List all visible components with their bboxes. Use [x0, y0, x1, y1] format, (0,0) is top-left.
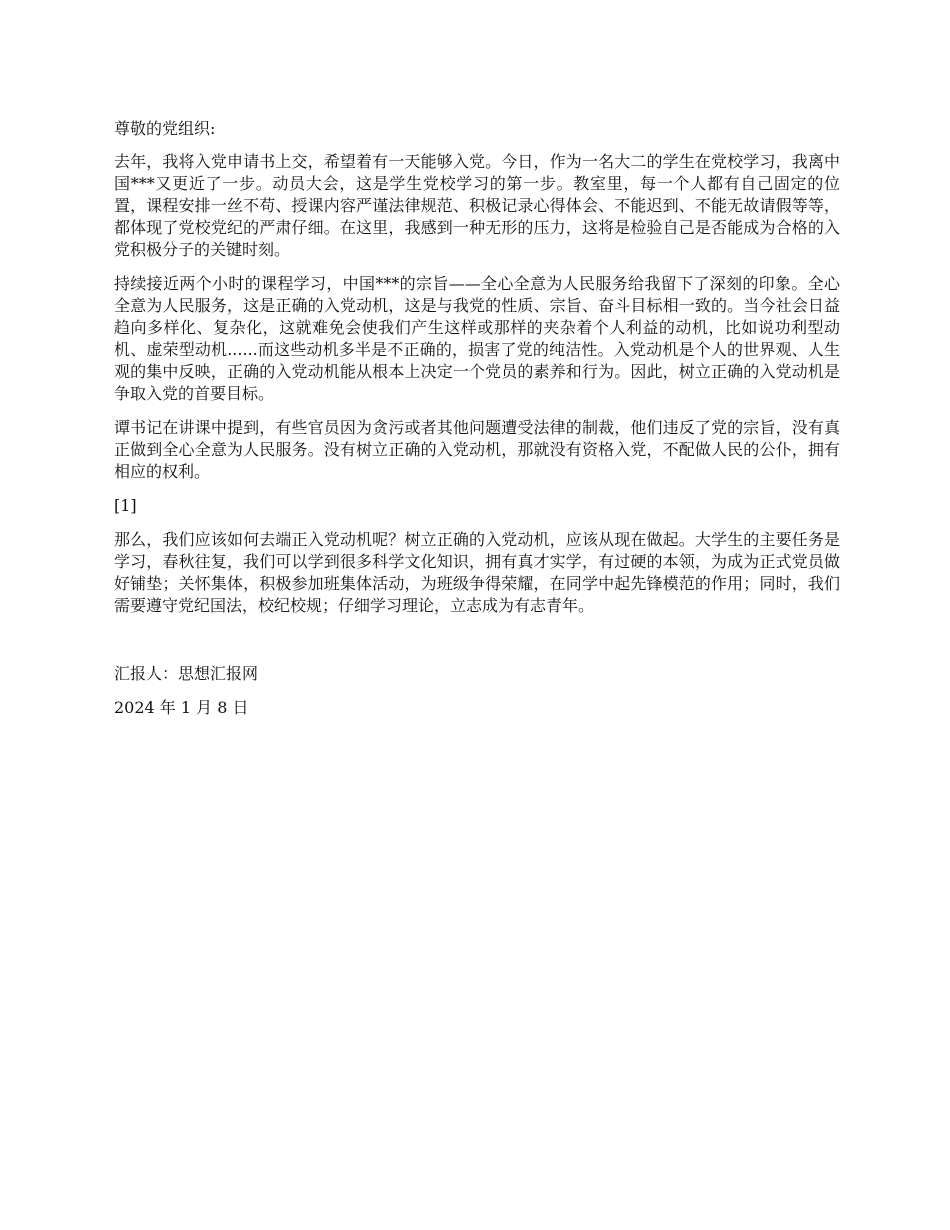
paragraph-2: 持续接近两个小时的课程学习，中国***的宗旨——全心全意为人民服务给我留下了深刻的印象。全心全意为人民服务，这是正确的入党动机，这是与我党的性质、宗旨、奋斗目标相一致的。当今社会日益趋向多样化、复杂化，这就难免会使我们产生这样或那样的夹杂着个人利益的动机，比如说功利型动机、虚荣型动机......而这些动机多半是不正确的，损害了党的纯洁性。入党动机是个人的世界观、人生观的集中反映，正确的入党动机能从根本上决定一个党员的素养和行为。因此，树立正确的入党动机是争取入党的首要目标。 [114, 274, 840, 403]
salutation: 尊敬的党组织: [114, 119, 216, 138]
paragraph-1: 去年，我将入党申请书上交，希望着有一天能够入党。今日，作为一名大二的学生在党校学习，我离中国***又更近了一步。动员大会，这是学生党校学习的第一步。教室里，每一个人都有自己固定的位置，课程安排一丝不苟、授课内容严谨法律规范、积极记录心得体会、不能迟到、不能无故请假等等，都体现了党校党纪的严肃仔细。在这里，我感到一种无形的压力，这将是检验自己是否能成为合格的入党积极分子的关键时刻。 [114, 152, 840, 259]
reporter-line: 汇报人：思想汇报网 [114, 664, 259, 683]
paragraph-3: 谭书记在讲课中提到，有些官员因为贪污或者其他问题遭受法律的制裁，他们违反了党的宗旨，没有真正做到全心全意为人民服务。没有树立正确的入党动机，那就没有资格入党，不配做人民的公仆，拥有相应的权利。 [114, 418, 840, 481]
paragraph-4: 那么，我们应该如何去端正入党动机呢？树立正确的入党动机，应该从现在做起。大学生的主要任务是学习，春秋往复，我们可以学到很多科学文化知识，拥有真才实学，有过硬的本领，为成为正式党员做好铺垫；关怀集体，积极参加班集体活动，为班级争得荣耀，在同学中起先锋模范的作用；同时，我们需要遵守党纪国法，校纪校规；仔细学习理论，立志成为有志青年。 [114, 530, 840, 615]
report-date: 2024 年 1 月 8 日 [114, 698, 249, 717]
document-page [114, 118, 840, 731]
footnote-reference: [1] [114, 496, 137, 515]
blank-line [114, 629, 840, 651]
